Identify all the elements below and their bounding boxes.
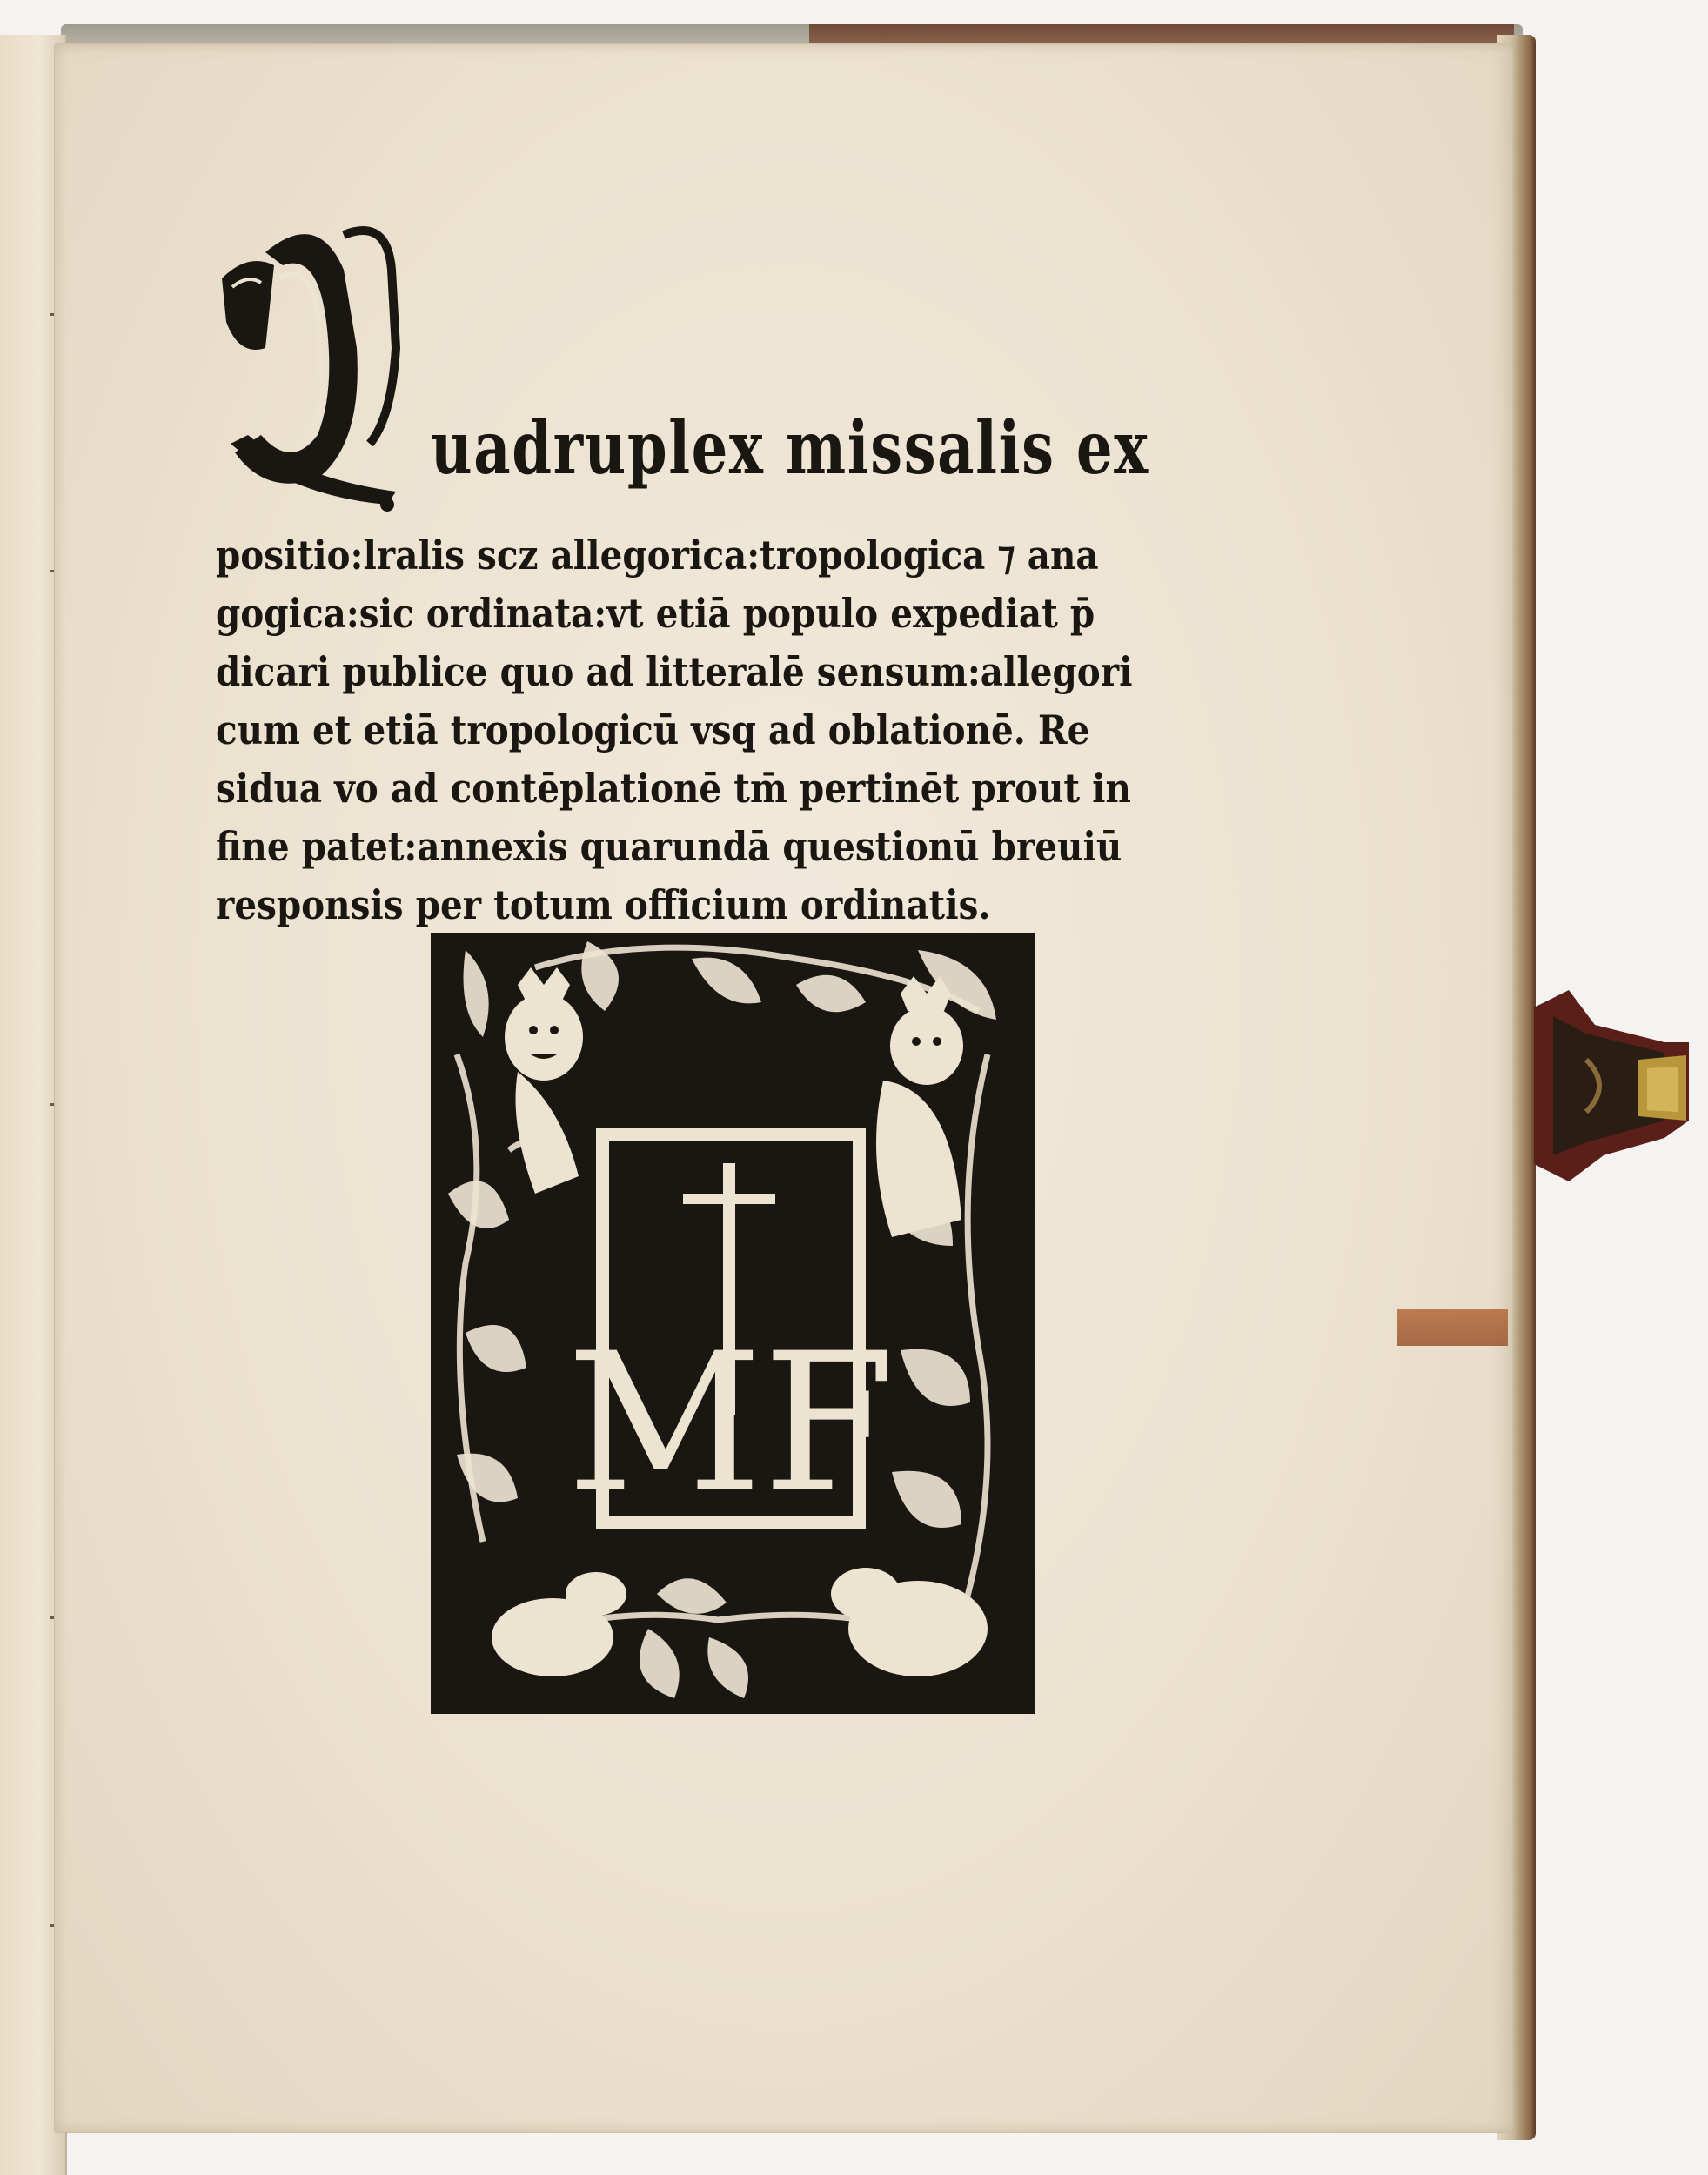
text-line: positio:lralis scz allegorica:tropologica ⁊ ana xyxy=(216,532,1099,579)
text-line: dicari publice quo ad litteralē sensum:allegori xyxy=(216,648,1133,695)
decorated-initial-q xyxy=(213,218,418,513)
title-text-block xyxy=(216,526,1269,934)
leather-tab xyxy=(1397,1309,1508,1346)
text-line: responsis per totum officium ordinatis. xyxy=(216,881,991,928)
brass-clasp-icon[interactable] xyxy=(1534,990,1691,1181)
text-line: gogica:sic ordinata:vt etiā populo expediat p̄ xyxy=(216,590,1095,637)
text-line: sidua vo ad contēplationē tm̄ pertinēt prout in xyxy=(216,765,1131,812)
title-heading: uadruplex missalis ex xyxy=(431,405,1149,491)
text-line: fine patet:annexis quarundā questionū breuiū xyxy=(216,823,1122,870)
device-monogram: MF xyxy=(566,1312,895,1535)
text-line: cum et etiā tropologicū vsq̧ ad oblationē. Re xyxy=(216,706,1090,753)
printer-device-woodcut xyxy=(431,933,1035,1714)
